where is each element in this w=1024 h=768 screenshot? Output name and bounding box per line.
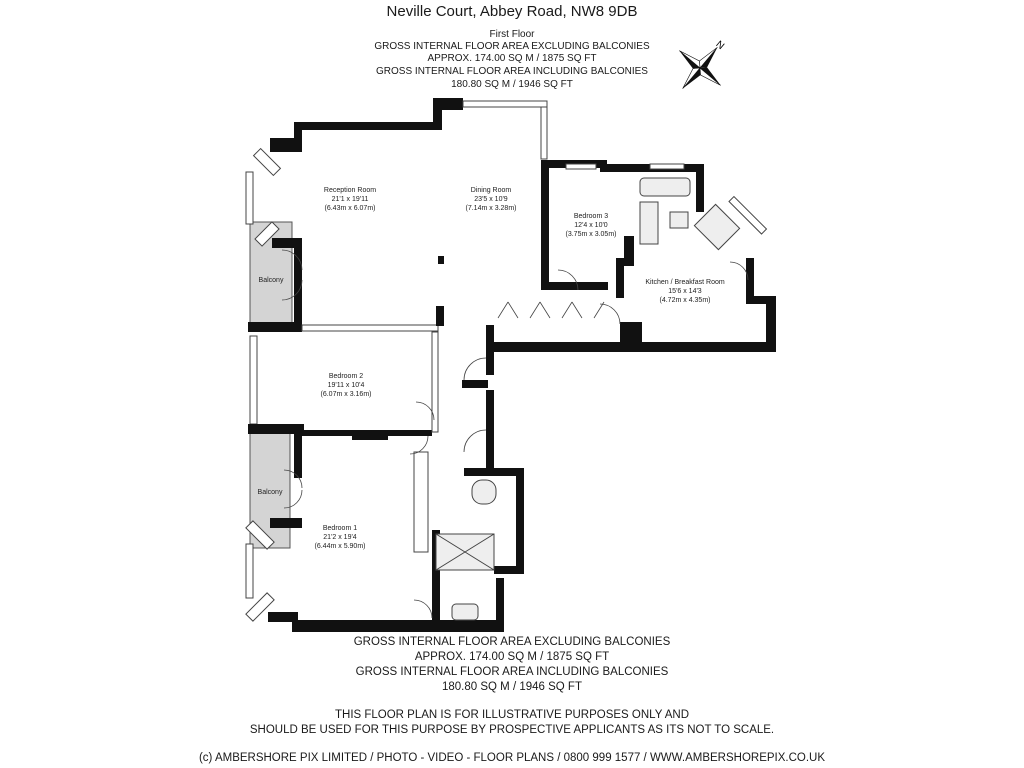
copyright: (c) AMBERSHORE PIX LIMITED / PHOTO - VIDEO - FLOOR PLANS / 0800 999 1577 / WWW.AMBERSHOREPIX.CO.UK (198, 752, 826, 764)
footer-area-excl-label: GROSS INTERNAL FLOOR AREA EXCLUDING BALCONIES (353, 636, 671, 648)
footer-area-excl-value: APPROX. 174.00 SQ M / 1875 SQ FT (414, 651, 610, 663)
room-bedroom-1 (290, 524, 390, 551)
room-bedroom-3 (541, 212, 641, 239)
room-imperial: 23'5 x 10'9 (474, 196, 508, 203)
room-name: Bedroom 3 (573, 213, 609, 220)
room-name: Kitchen / Breakfast Room (645, 279, 725, 286)
room-metric: (6.07m x 3.16m) (320, 391, 372, 398)
room-imperial: 21'1 x 19'11 (331, 196, 369, 203)
room-name: Bedroom 2 (328, 373, 364, 380)
room-imperial: 21'2 x 19'4 (323, 534, 357, 541)
room-name: Balcony (257, 489, 283, 496)
room-balcony-upper (250, 276, 292, 285)
header-area-incl-label: GROSS INTERNAL FLOOR AREA INCLUDING BALCONIES (376, 66, 648, 77)
room-name: Dining Room (470, 187, 512, 194)
room-name: Bedroom 1 (322, 525, 358, 532)
room-imperial: 15'6 x 14'3 (668, 288, 702, 295)
room-metric: (6.44m x 5.90m) (314, 543, 366, 550)
bathroom-fixtures (436, 178, 740, 620)
room-name: Balcony (258, 277, 284, 284)
compass-north-label: N (713, 38, 727, 53)
room-dining (441, 186, 541, 213)
disclaimer-line-2: SHOULD BE USED FOR THIS PURPOSE BY PROSPECTIVE APPLICANTS AS ITS NOT TO SCALE. (249, 724, 775, 736)
room-imperial: 12'4 x 10'0 (574, 222, 608, 229)
room-metric: (7.14m x 3.28m) (465, 205, 517, 212)
room-metric: (4.72m x 4.35m) (659, 297, 711, 304)
header-area-excl-value: APPROX. 174.00 SQ M / 1875 SQ FT (427, 53, 597, 64)
floor-label: First Floor (489, 29, 535, 40)
compass-icon (662, 30, 738, 106)
room-name: Reception Room (323, 187, 377, 194)
room-metric: (6.43m x 6.07m) (324, 205, 376, 212)
footer-area-incl-value: 180.80 SQ M / 1946 SQ FT (442, 681, 582, 693)
footer-area-incl-label: GROSS INTERNAL FLOOR AREA INCLUDING BALCONIES (355, 666, 669, 678)
page-title: Neville Court, Abbey Road, NW8 9DB (386, 3, 638, 20)
room-bedroom-2 (296, 372, 396, 399)
room-imperial: 19'11 x 10'4 (327, 382, 365, 389)
room-balcony-lower (250, 488, 290, 497)
disclaimer-line-1: THIS FLOOR PLAN IS FOR ILLUSTRATIVE PURPOSES ONLY AND (334, 709, 690, 721)
header-area-incl-value: 180.80 SQ M / 1946 SQ FT (451, 79, 573, 90)
room-kitchen (630, 278, 740, 305)
room-reception (300, 186, 400, 213)
header-area-excl-label: GROSS INTERNAL FLOOR AREA EXCLUDING BALCONIES (374, 41, 650, 52)
room-metric: (3.75m x 3.05m) (565, 231, 617, 238)
exterior-walls (246, 98, 776, 632)
